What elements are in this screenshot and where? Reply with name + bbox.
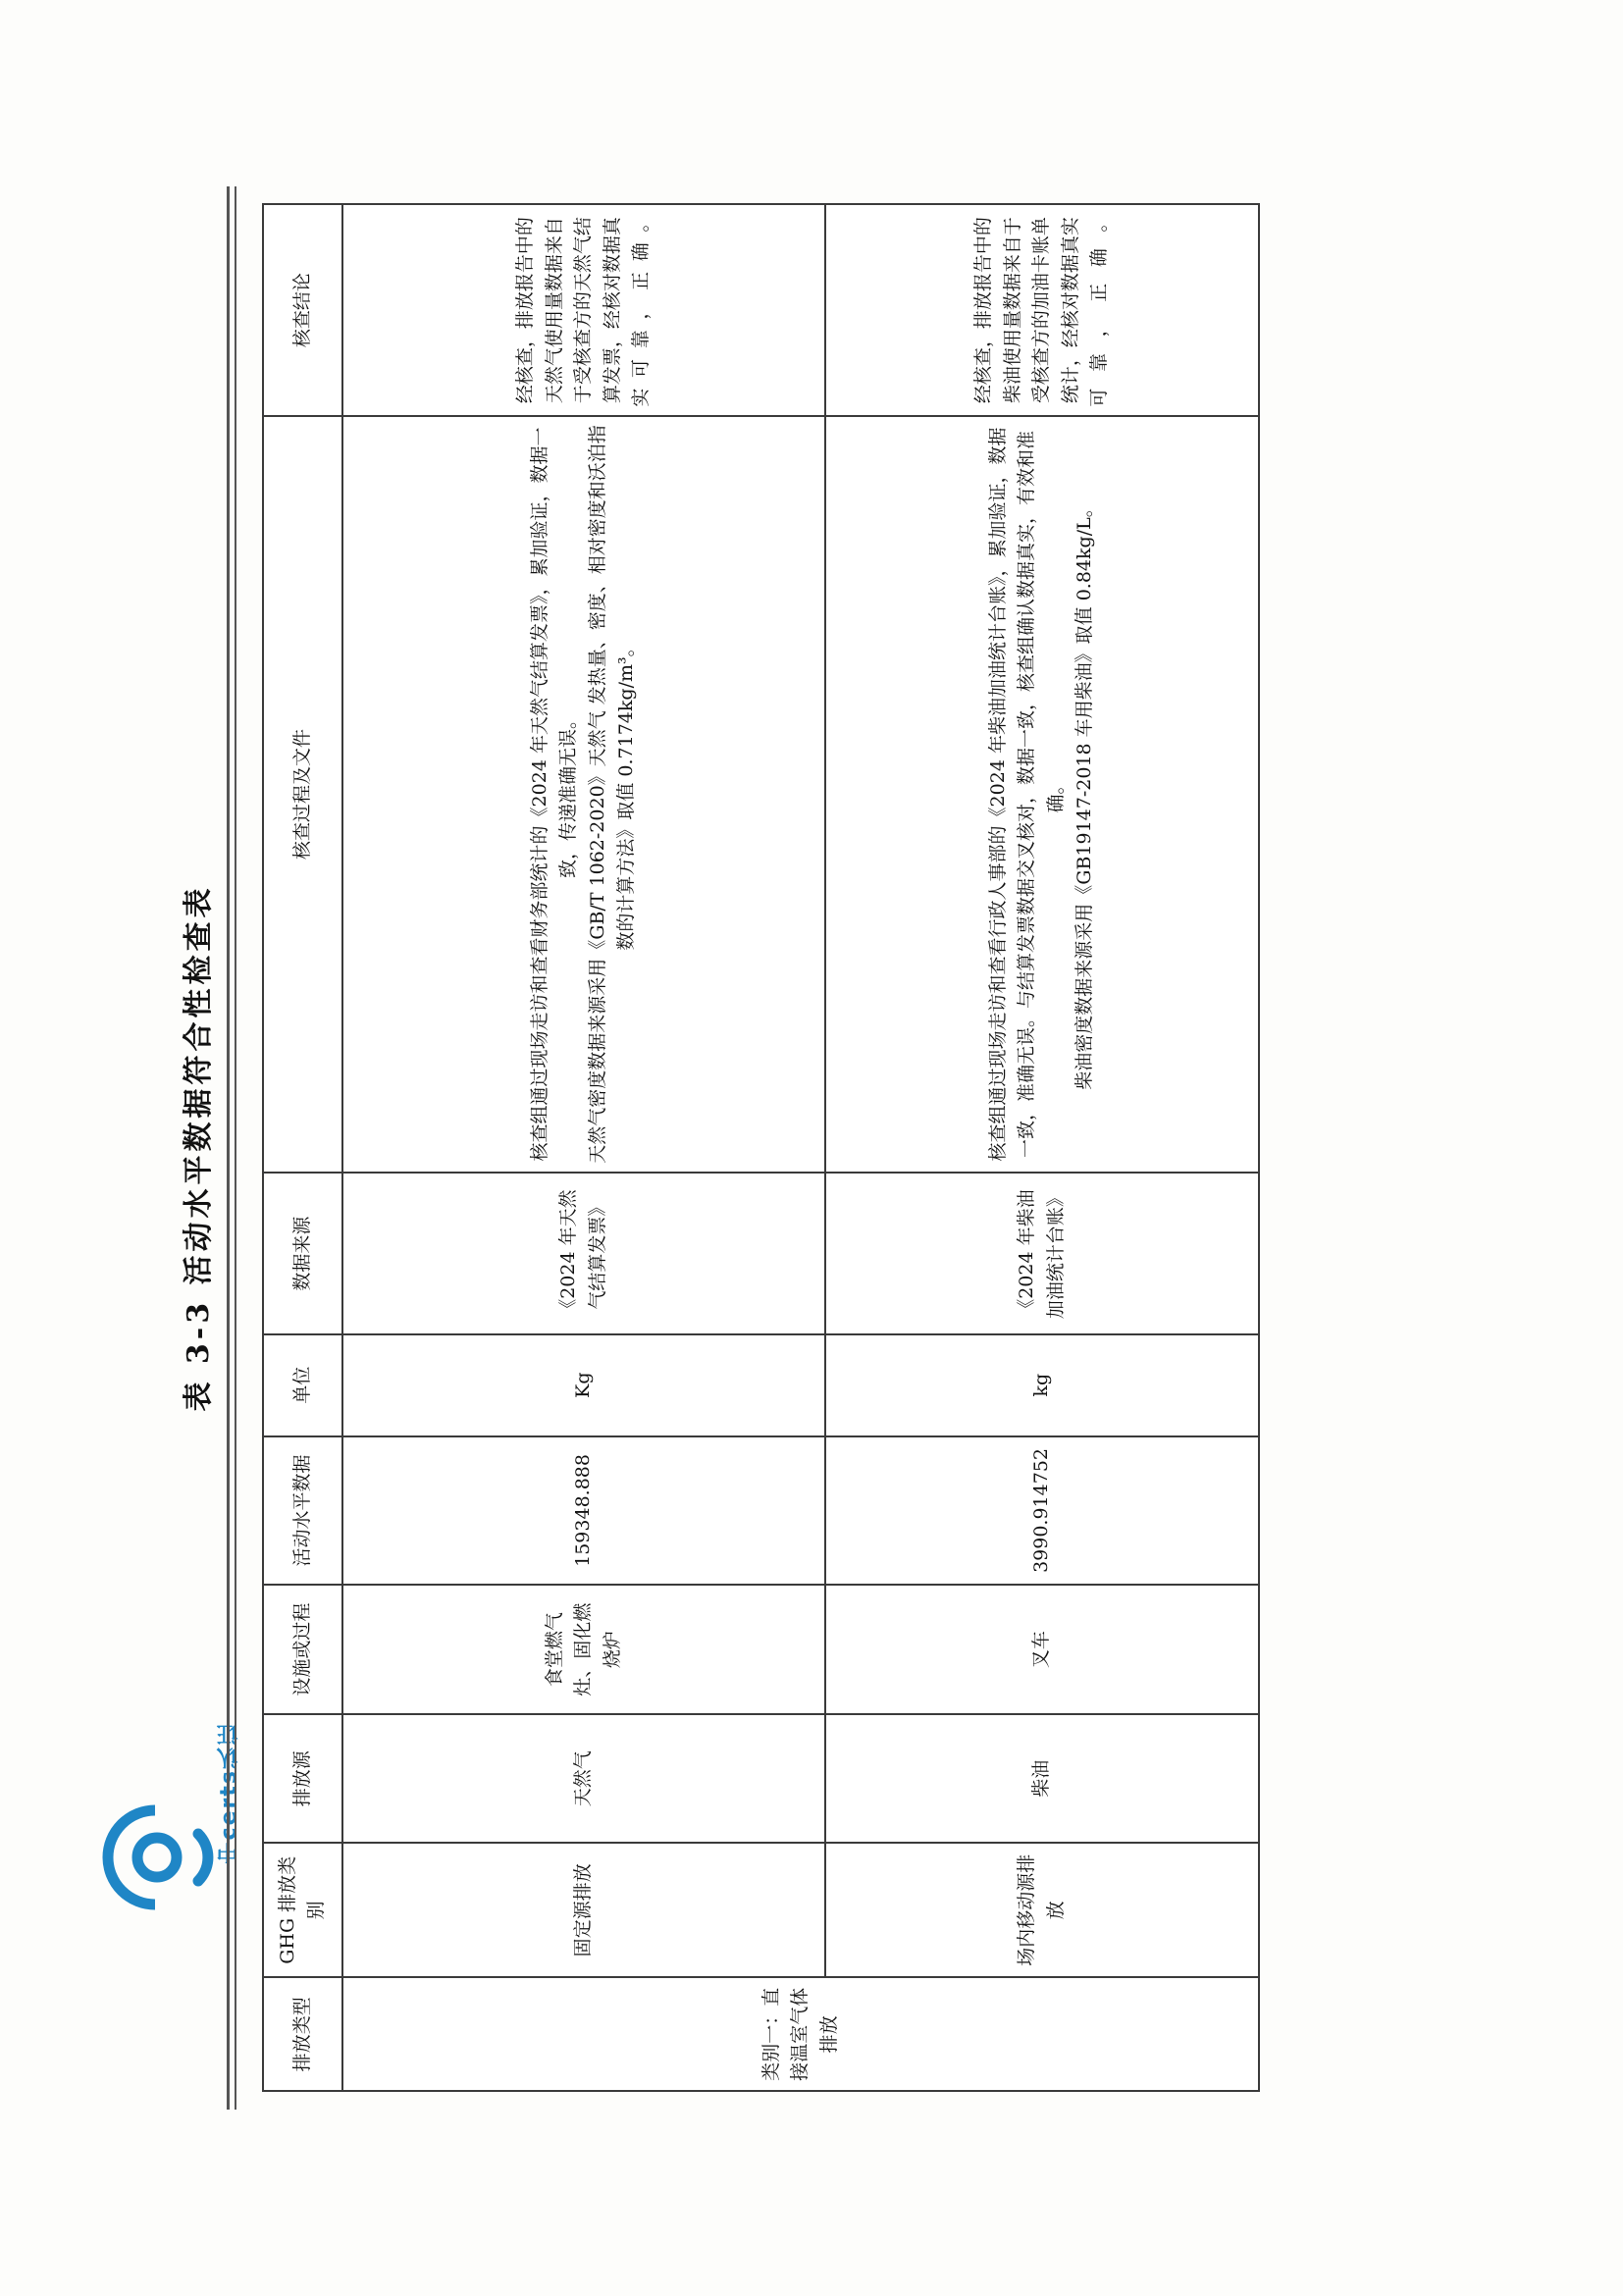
header-verification-process: 核查过程及文件	[263, 416, 342, 1174]
title-rule	[227, 186, 236, 2110]
cell-unit: Kg	[342, 1334, 825, 1436]
cell-facility-process: 食堂燃气灶、固化燃烧炉	[342, 1585, 825, 1714]
cell-unit: kg	[825, 1334, 1259, 1436]
document-content-rotated	[174, 128, 1449, 2168]
table-header-row	[263, 205, 342, 2092]
cell-conclusion: 经核查，排放报告中的天然气使用量数据来自于受核查方的天然气结算发票，经核对数据真实可靠，正确。	[342, 205, 825, 416]
cell-emission-source: 天然气	[342, 1714, 825, 1844]
header-emission-source: 排放源	[263, 1714, 342, 1844]
header-ghg-category: GHG 排放类别	[263, 1843, 342, 1977]
table-row	[342, 205, 825, 2092]
table-row	[825, 205, 1259, 2092]
cell-activity-data: 159348.888	[342, 1436, 825, 1586]
header-data-source: 数据来源	[263, 1173, 342, 1333]
cell-ghg-category: 场内移动源排放	[825, 1843, 1259, 1977]
cell-emission-source: 柴油	[825, 1714, 1259, 1844]
cell-activity-data: 3990.914752	[825, 1436, 1259, 1586]
cell-emission-type-group: 类别一：直接温室气体排放	[342, 1977, 1259, 2091]
header-facility-process: 设施或过程	[263, 1585, 342, 1714]
cell-conclusion: 经核查，排放报告中的柴油使用量数据来自于受核查方的加油卡账单统计，经核对数据真实可靠，正确。	[825, 205, 1259, 416]
cell-verification-process: 核查组通过现场走访和查看财务部统计的《2024 年天然气结算发票》，累加验证，数据一致，传递准确无误。 天然气密度数据来源采用《GB/T 1062-2020》天然气 发热量、密度、相对密度和沃泊指数的计算方法》取值 0.7174kg/m³。	[342, 416, 825, 1174]
cell-data-source: 《2024 年柴油加油统计台账》	[825, 1173, 1259, 1333]
cell-data-source: 《2024 年天然气结算发票》	[342, 1173, 825, 1333]
header-emission-type: 排放类型	[263, 1977, 342, 2091]
logo-wordmark-cn: 中certs认证	[217, 1722, 241, 1864]
header-unit: 单位	[263, 1334, 342, 1436]
cell-verification-process: 核查组通过现场走访和查看行政人事部的《2024 年柴油加油统计台账》，累加验证，数据一致，准确无误。与结算发票数据交叉核对，数据一致，核查组确认数据真实，有效和准确。 柴油密度数据来源采用《GB19147-2018 车用柴油》取值 0.84kg/L。	[825, 416, 1259, 1174]
page-title: 表 3-3 活动水平数据符合性检查表	[182, 884, 216, 1412]
header-conclusion: 核查结论	[263, 205, 342, 416]
activity-data-table	[262, 204, 1260, 2093]
cell-facility-process: 叉车	[825, 1585, 1259, 1714]
cell-ghg-category: 固定源排放	[342, 1843, 825, 1977]
header-activity-data: 活动水平数据	[263, 1436, 342, 1586]
